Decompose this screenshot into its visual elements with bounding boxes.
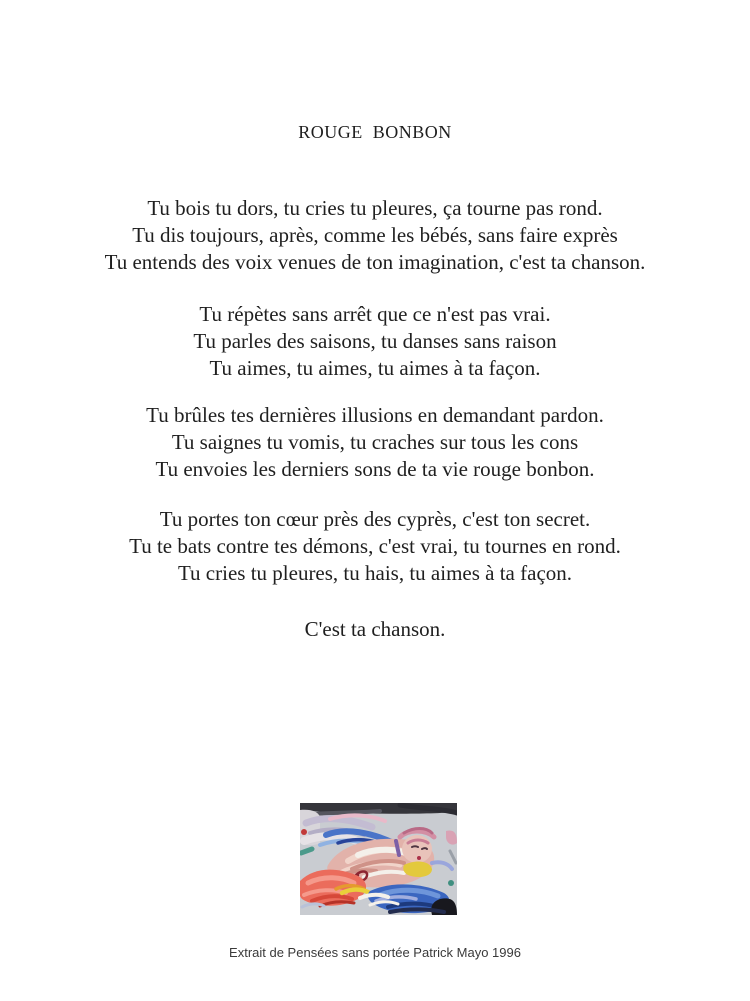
poem-line: Tu entends des voix venues de ton imagination, c'est ta chanson.: [104, 250, 646, 274]
poem-stanza-4: [0, 506, 750, 587]
poem-line: Tu saignes tu vomis, tu craches sur tous les cons: [171, 430, 579, 454]
poem-line: Tu te bats contre tes démons, c'est vrai, tu tournes en rond.: [129, 534, 621, 558]
poem-line: Tu dis toujours, après, comme les bébés, sans faire exprès: [132, 223, 618, 247]
poem-line: Tu cries tu pleures, tu hais, tu aimes à ta façon.: [177, 561, 573, 585]
poem-stanza-2: [0, 301, 750, 382]
poem-closing-line: C'est ta chanson.: [304, 617, 446, 641]
poem-line: Tu brûles tes dernières illusions en demandant pardon.: [146, 403, 604, 427]
artwork-painting: [300, 803, 457, 915]
poem-line: Tu répètes sans arrêt que ce n'est pas vrai.: [199, 302, 551, 326]
abstract-painting-image: [300, 803, 457, 915]
poem-stanza-3: [0, 402, 750, 483]
poem-line: Tu portes ton cœur près des cyprès, c'est ton secret.: [159, 507, 591, 531]
poem-title: ROUGE BONBON: [298, 122, 452, 142]
poem-line: Tu bois tu dors, tu cries tu pleures, ça tourne pas rond.: [147, 196, 603, 220]
artwork-caption: Extrait de Pensées sans portée Patrick Mayo 1996: [229, 945, 521, 960]
poem-stanza-1: [0, 195, 750, 276]
poem-line: Tu aimes, tu aimes, tu aimes à ta façon.: [209, 356, 541, 380]
poem-line: Tu parles des saisons, tu danses sans raison: [193, 329, 557, 353]
poem-line: Tu envoies les derniers sons de ta vie rouge bonbon.: [155, 457, 595, 481]
